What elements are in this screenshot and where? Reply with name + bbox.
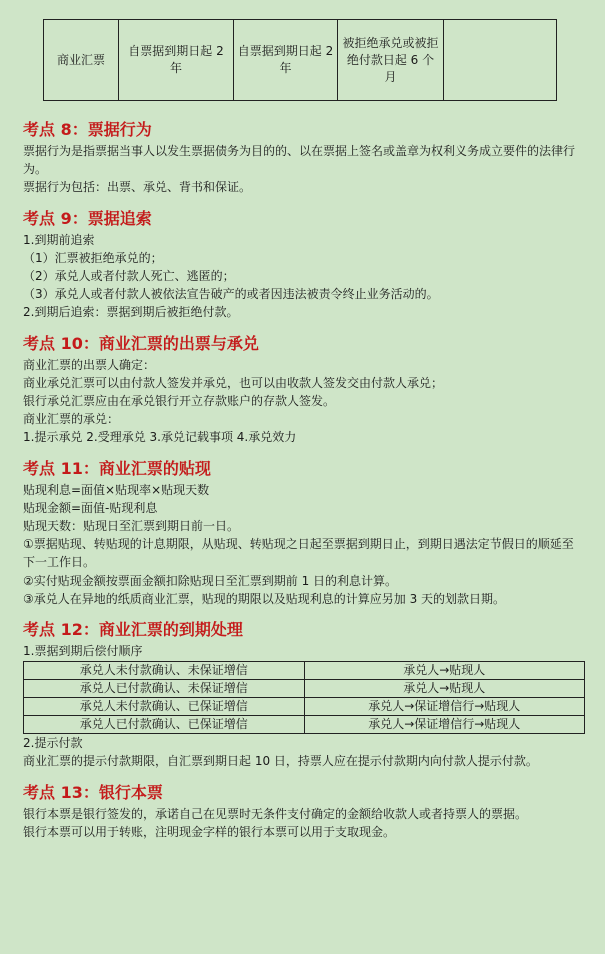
paragraph: 银行本票是银行签发的，承诺自己在见票时无条件支付确定的金额给收款人或者持票人的票据。	[23, 806, 528, 821]
section-11	[23, 459, 585, 608]
table-cell: 承兑人→保证增信行→贴现人	[304, 698, 585, 716]
section-heading: 考点 13：银行本票	[23, 782, 163, 802]
section-12	[23, 620, 585, 771]
paragraph: 1.提示承兑 2.受理承兑 3.承兑记载事项 4.承兑效力	[23, 430, 297, 445]
table-cell: 承兑人→贴现人	[304, 662, 585, 680]
section-heading: 考点 9：票据追索	[23, 208, 152, 228]
table-row	[24, 716, 585, 734]
payment-order-table	[23, 661, 585, 734]
paragraph: 2.提示付款	[23, 736, 83, 751]
paragraph: 贴现利息=面值×贴现率×贴现天数	[23, 482, 210, 497]
section-9	[23, 209, 585, 322]
table-cell: 承兑人已付款确认、未保证增信	[24, 680, 305, 698]
paragraph: 银行承兑汇票应由在承兑银行开立存款账户的存款人签发。	[23, 394, 336, 409]
table-cell	[444, 20, 557, 101]
paragraph: 票据行为包括：出票、承兑、背书和保证。	[23, 180, 252, 195]
section-10	[23, 334, 585, 447]
table-row	[44, 20, 557, 101]
table-cell: 承兑人→贴现人	[304, 680, 585, 698]
paragraph: （1）汇票被拒绝承兑的；	[23, 250, 163, 265]
paragraph: 商业汇票的出票人确定：	[23, 357, 156, 372]
section-heading: 考点 12：商业汇票的到期处理	[23, 620, 243, 640]
table-cell: 商业汇票	[44, 20, 119, 101]
table-row	[24, 662, 585, 680]
table-cell: 被拒绝承兑或被拒绝付款日起 6 个月	[338, 20, 444, 101]
paragraph: 商业承兑汇票可以由付款人签发并承兑，也可以由收款人签发交由付款人承兑；	[23, 375, 444, 390]
paragraph: 1.到期前追索	[23, 232, 95, 247]
table-cell: 承兑人未付款确认、已保证增信	[24, 698, 305, 716]
table-row	[24, 698, 585, 716]
paragraph: 票据行为是指票据当事人以发生票据债务为目的的、以在票据上签名或盖章为权利义务成立要件的法律行为。	[23, 144, 576, 177]
paragraph: 贴现天数：贴现日至汇票到期日前一日。	[23, 519, 240, 534]
section-13	[23, 783, 585, 841]
paragraph: 1.票据到期后偿付顺序	[23, 644, 143, 659]
section-heading: 考点 8：票据行为	[23, 120, 152, 139]
period-table	[43, 19, 557, 101]
table-cell: 自票据到期日起 2 年	[234, 20, 338, 101]
paragraph: ①票据贴现、转贴现的计息期限，从贴现、转贴现之日起至票据到期日止，到期日遇法定节假日的顺延至下一工作日。	[23, 537, 574, 570]
table-cell: 承兑人未付款确认、未保证增信	[24, 662, 305, 680]
paragraph: ③承兑人在异地的纸质商业汇票，贴现的期限以及贴现利息的计算应另加 3 天的划款日期。	[23, 591, 506, 606]
paragraph: ②实付贴现金额按票面金额扣除贴现日至汇票到期前 1 日的利息计算。	[23, 573, 398, 588]
paragraph: 商业汇票的提示付款期限，自汇票到期日起 10 日，持票人应在提示付款期内向付款人提示付款。	[23, 754, 538, 769]
paragraph: 2.到期后追索：票据到期后被拒绝付款。	[23, 305, 239, 320]
paragraph: （2）承兑人或者付款人死亡、逃匿的；	[23, 269, 235, 284]
paragraph: 贴现金额=面值-贴现利息	[23, 500, 158, 515]
document-body	[23, 120, 585, 853]
table-cell: 承兑人已付款确认、已保证增信	[24, 716, 305, 734]
paragraph: （3）承兑人或者付款人被依法宣告破产的或者因违法被责令终止业务活动的。	[23, 287, 439, 302]
table-cell: 承兑人→保证增信行→贴现人	[304, 716, 585, 734]
table-row	[24, 680, 585, 698]
section-heading: 考点 11：商业汇票的贴现	[23, 458, 211, 478]
table-cell: 自票据到期日起 2 年	[119, 20, 234, 101]
paragraph: 商业汇票的承兑：	[23, 412, 120, 427]
section-heading: 考点 10：商业汇票的出票与承兑	[23, 333, 259, 353]
paragraph: 银行本票可以用于转账，注明现金字样的银行本票可以用于支取现金。	[23, 824, 396, 839]
section-8	[23, 120, 585, 197]
